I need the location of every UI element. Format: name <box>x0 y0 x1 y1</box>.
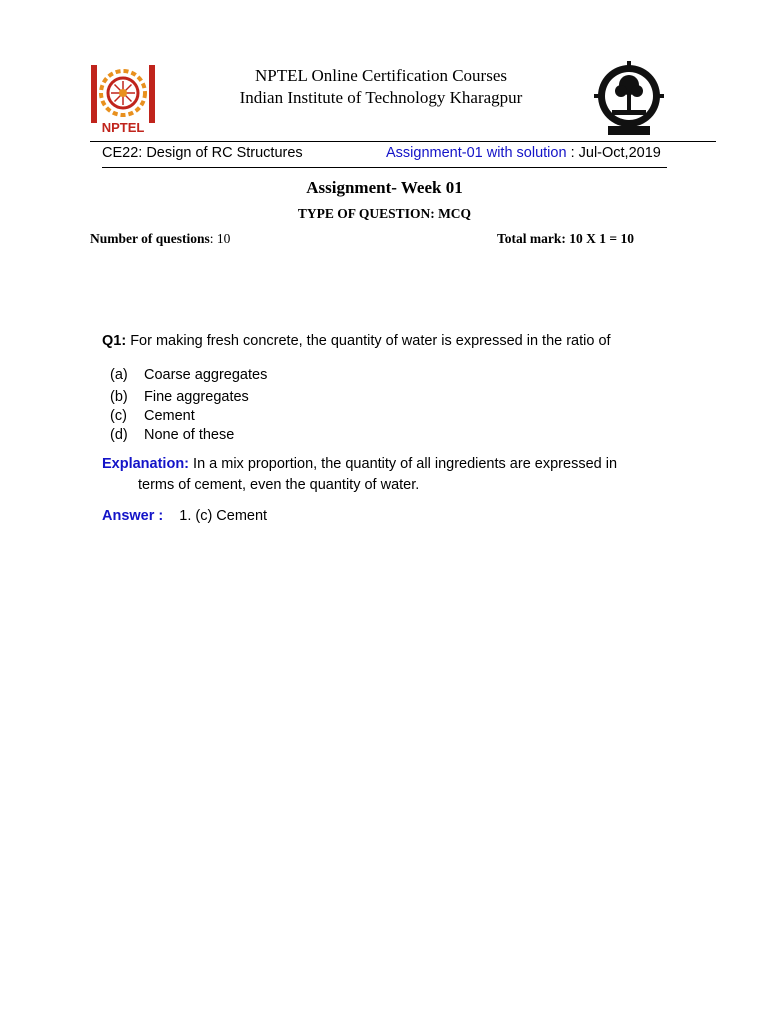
assignment-title: Assignment- Week 01 <box>306 178 463 197</box>
option-label: (b) <box>110 389 128 405</box>
assignment-label: Assignment-01 with solution <box>386 145 567 161</box>
option-text: Fine aggregates <box>144 389 249 405</box>
question-1 <box>102 333 611 349</box>
assignment-tag <box>386 145 661 161</box>
header-rule-bottom <box>102 167 667 168</box>
number-of-questions-label: Number of questions <box>90 231 210 246</box>
answer-text: 1. (c) Cement <box>179 508 268 524</box>
option-b <box>110 389 249 405</box>
option-text: Cement <box>144 408 195 424</box>
number-of-questions-value: : 10 <box>209 231 231 246</box>
iit-kharagpur-logo <box>594 60 664 136</box>
explanation <box>102 454 662 496</box>
option-text: Coarse aggregates <box>144 367 268 383</box>
question-text: For making fresh concrete, the quantity of water is expressed in the ratio of <box>126 333 611 349</box>
option-d <box>110 427 234 443</box>
answer <box>102 508 267 524</box>
number-of-questions <box>90 231 230 247</box>
nptel-logo-text: NPTEL <box>101 120 145 135</box>
header-title-line2: Indian Institute of Technology Kharagpur <box>239 88 523 107</box>
total-mark: Total mark: 10 X 1 = 10 <box>497 231 634 246</box>
option-c <box>110 408 195 424</box>
assignment-session: : Jul-Oct,2019 <box>566 145 661 161</box>
option-label: (a) <box>110 367 128 383</box>
explanation-line2: terms of cement, even the quantity of water. <box>138 477 420 493</box>
question-type: TYPE OF QUESTION: MCQ <box>297 206 472 221</box>
explanation-label: Explanation: <box>102 456 190 472</box>
header-title-line1: NPTEL Online Certification Courses <box>255 66 507 85</box>
option-a <box>110 367 267 383</box>
header-rule-top <box>90 141 716 142</box>
option-text: None of these <box>144 427 235 443</box>
question-label: Q1: <box>102 333 127 349</box>
answer-label: Answer : <box>102 508 164 524</box>
course-name: CE22: Design of RC Structures <box>102 145 303 161</box>
option-label: (d) <box>110 427 128 443</box>
option-label: (c) <box>110 408 127 424</box>
nptel-logo <box>89 63 157 135</box>
explanation-line1: In a mix proportion, the quantity of all ingredients are expressed in <box>189 456 618 472</box>
